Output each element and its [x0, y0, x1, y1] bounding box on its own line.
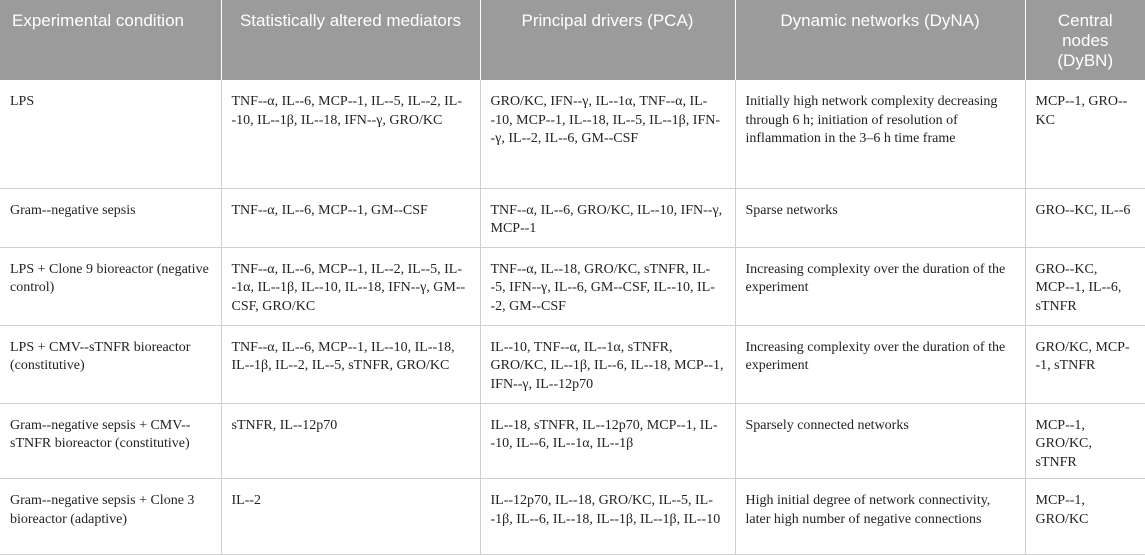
- header-dynamic-networks: Dynamic networks (DyNA): [735, 0, 1025, 80]
- cell-principal-drivers: GRO/KC, IFN--γ, IL--1α, TNF--α, IL--10, MCP--1, IL--18, IL--5, IL--1β, IFN--γ, IL--2, IL--6, GM--CSF: [480, 80, 735, 188]
- header-central-nodes: Central nodes (DyBN): [1025, 0, 1145, 80]
- table-row: [0, 188, 1145, 247]
- table-row: [0, 403, 1145, 479]
- table-row: [0, 325, 1145, 403]
- cell-dynamic-networks: Initially high network complexity decreasing through 6 h; initiation of resolution of inflammation in the 3–6 h time frame: [735, 80, 1025, 188]
- header-row: [0, 0, 1145, 80]
- cell-central-nodes: MCP--1, GRO/KC, sTNFR: [1025, 403, 1145, 479]
- cell-condition: Gram--negative sepsis + CMV--sTNFR bioreactor (constitutive): [0, 403, 221, 479]
- cell-principal-drivers: IL--12p70, IL--18, GRO/KC, IL--5, IL--1β, IL--6, IL--18, IL--1β, IL--1β, IL--10: [480, 479, 735, 555]
- header-principal-drivers: Principal drivers (PCA): [480, 0, 735, 80]
- cell-dynamic-networks: High initial degree of network connectivity, later high number of negative connections: [735, 479, 1025, 555]
- cell-central-nodes: GRO/KC, MCP--1, sTNFR: [1025, 325, 1145, 403]
- cell-central-nodes: MCP--1, GRO--KC: [1025, 80, 1145, 188]
- cell-condition: Gram--negative sepsis + Clone 3 bioreactor (adaptive): [0, 479, 221, 555]
- cell-altered-mediators: IL--2: [221, 479, 480, 555]
- cell-central-nodes: MCP--1, GRO/KC: [1025, 479, 1145, 555]
- cell-condition: LPS + Clone 9 bioreactor (negative control): [0, 247, 221, 325]
- header-experimental-condition: Experimental condition: [0, 0, 221, 80]
- table-row: [0, 479, 1145, 555]
- cell-dynamic-networks: Sparsely connected networks: [735, 403, 1025, 479]
- cell-altered-mediators: TNF--α, IL--6, MCP--1, GM--CSF: [221, 188, 480, 247]
- cell-altered-mediators: TNF--α, IL--6, MCP--1, IL--10, IL--18, IL--1β, IL--2, IL--5, sTNFR, GRO/KC: [221, 325, 480, 403]
- header-statistically-altered-mediators: Statistically altered mediators: [221, 0, 480, 80]
- cell-altered-mediators: sTNFR, IL--12p70: [221, 403, 480, 479]
- cell-principal-drivers: IL--18, sTNFR, IL--12p70, MCP--1, IL--10, IL--6, IL--1α, IL--1β: [480, 403, 735, 479]
- table-row: [0, 247, 1145, 325]
- cell-altered-mediators: TNF--α, IL--6, MCP--1, IL--2, IL--5, IL--1α, IL--1β, IL--10, IL--18, IFN--γ, GM--CSF, GRO/KC: [221, 247, 480, 325]
- cell-principal-drivers: TNF--α, IL--18, GRO/KC, sTNFR, IL--5, IFN--γ, IL--6, GM--CSF, IL--10, IL--2, GM--CSF: [480, 247, 735, 325]
- cell-altered-mediators: TNF--α, IL--6, MCP--1, IL--5, IL--2, IL--10, IL--1β, IL--18, IFN--γ, GRO/KC: [221, 80, 480, 188]
- cell-dynamic-networks: Increasing complexity over the duration of the experiment: [735, 325, 1025, 403]
- cell-principal-drivers: TNF--α, IL--6, GRO/KC, IL--10, IFN--γ, MCP--1: [480, 188, 735, 247]
- cell-principal-drivers: IL--10, TNF--α, IL--1α, sTNFR, GRO/KC, IL--1β, IL--6, IL--18, MCP--1, IFN--γ, IL--12p70: [480, 325, 735, 403]
- cell-condition: Gram--negative sepsis: [0, 188, 221, 247]
- table-row: [0, 80, 1145, 188]
- cell-central-nodes: GRO--KC, MCP--1, IL--6, sTNFR: [1025, 247, 1145, 325]
- cell-condition: LPS: [0, 80, 221, 188]
- cell-dynamic-networks: Sparse networks: [735, 188, 1025, 247]
- cell-condition: LPS + CMV--sTNFR bioreactor (constitutive): [0, 325, 221, 403]
- cell-dynamic-networks: Increasing complexity over the duration of the experiment: [735, 247, 1025, 325]
- cell-central-nodes: GRO--KC, IL--6: [1025, 188, 1145, 247]
